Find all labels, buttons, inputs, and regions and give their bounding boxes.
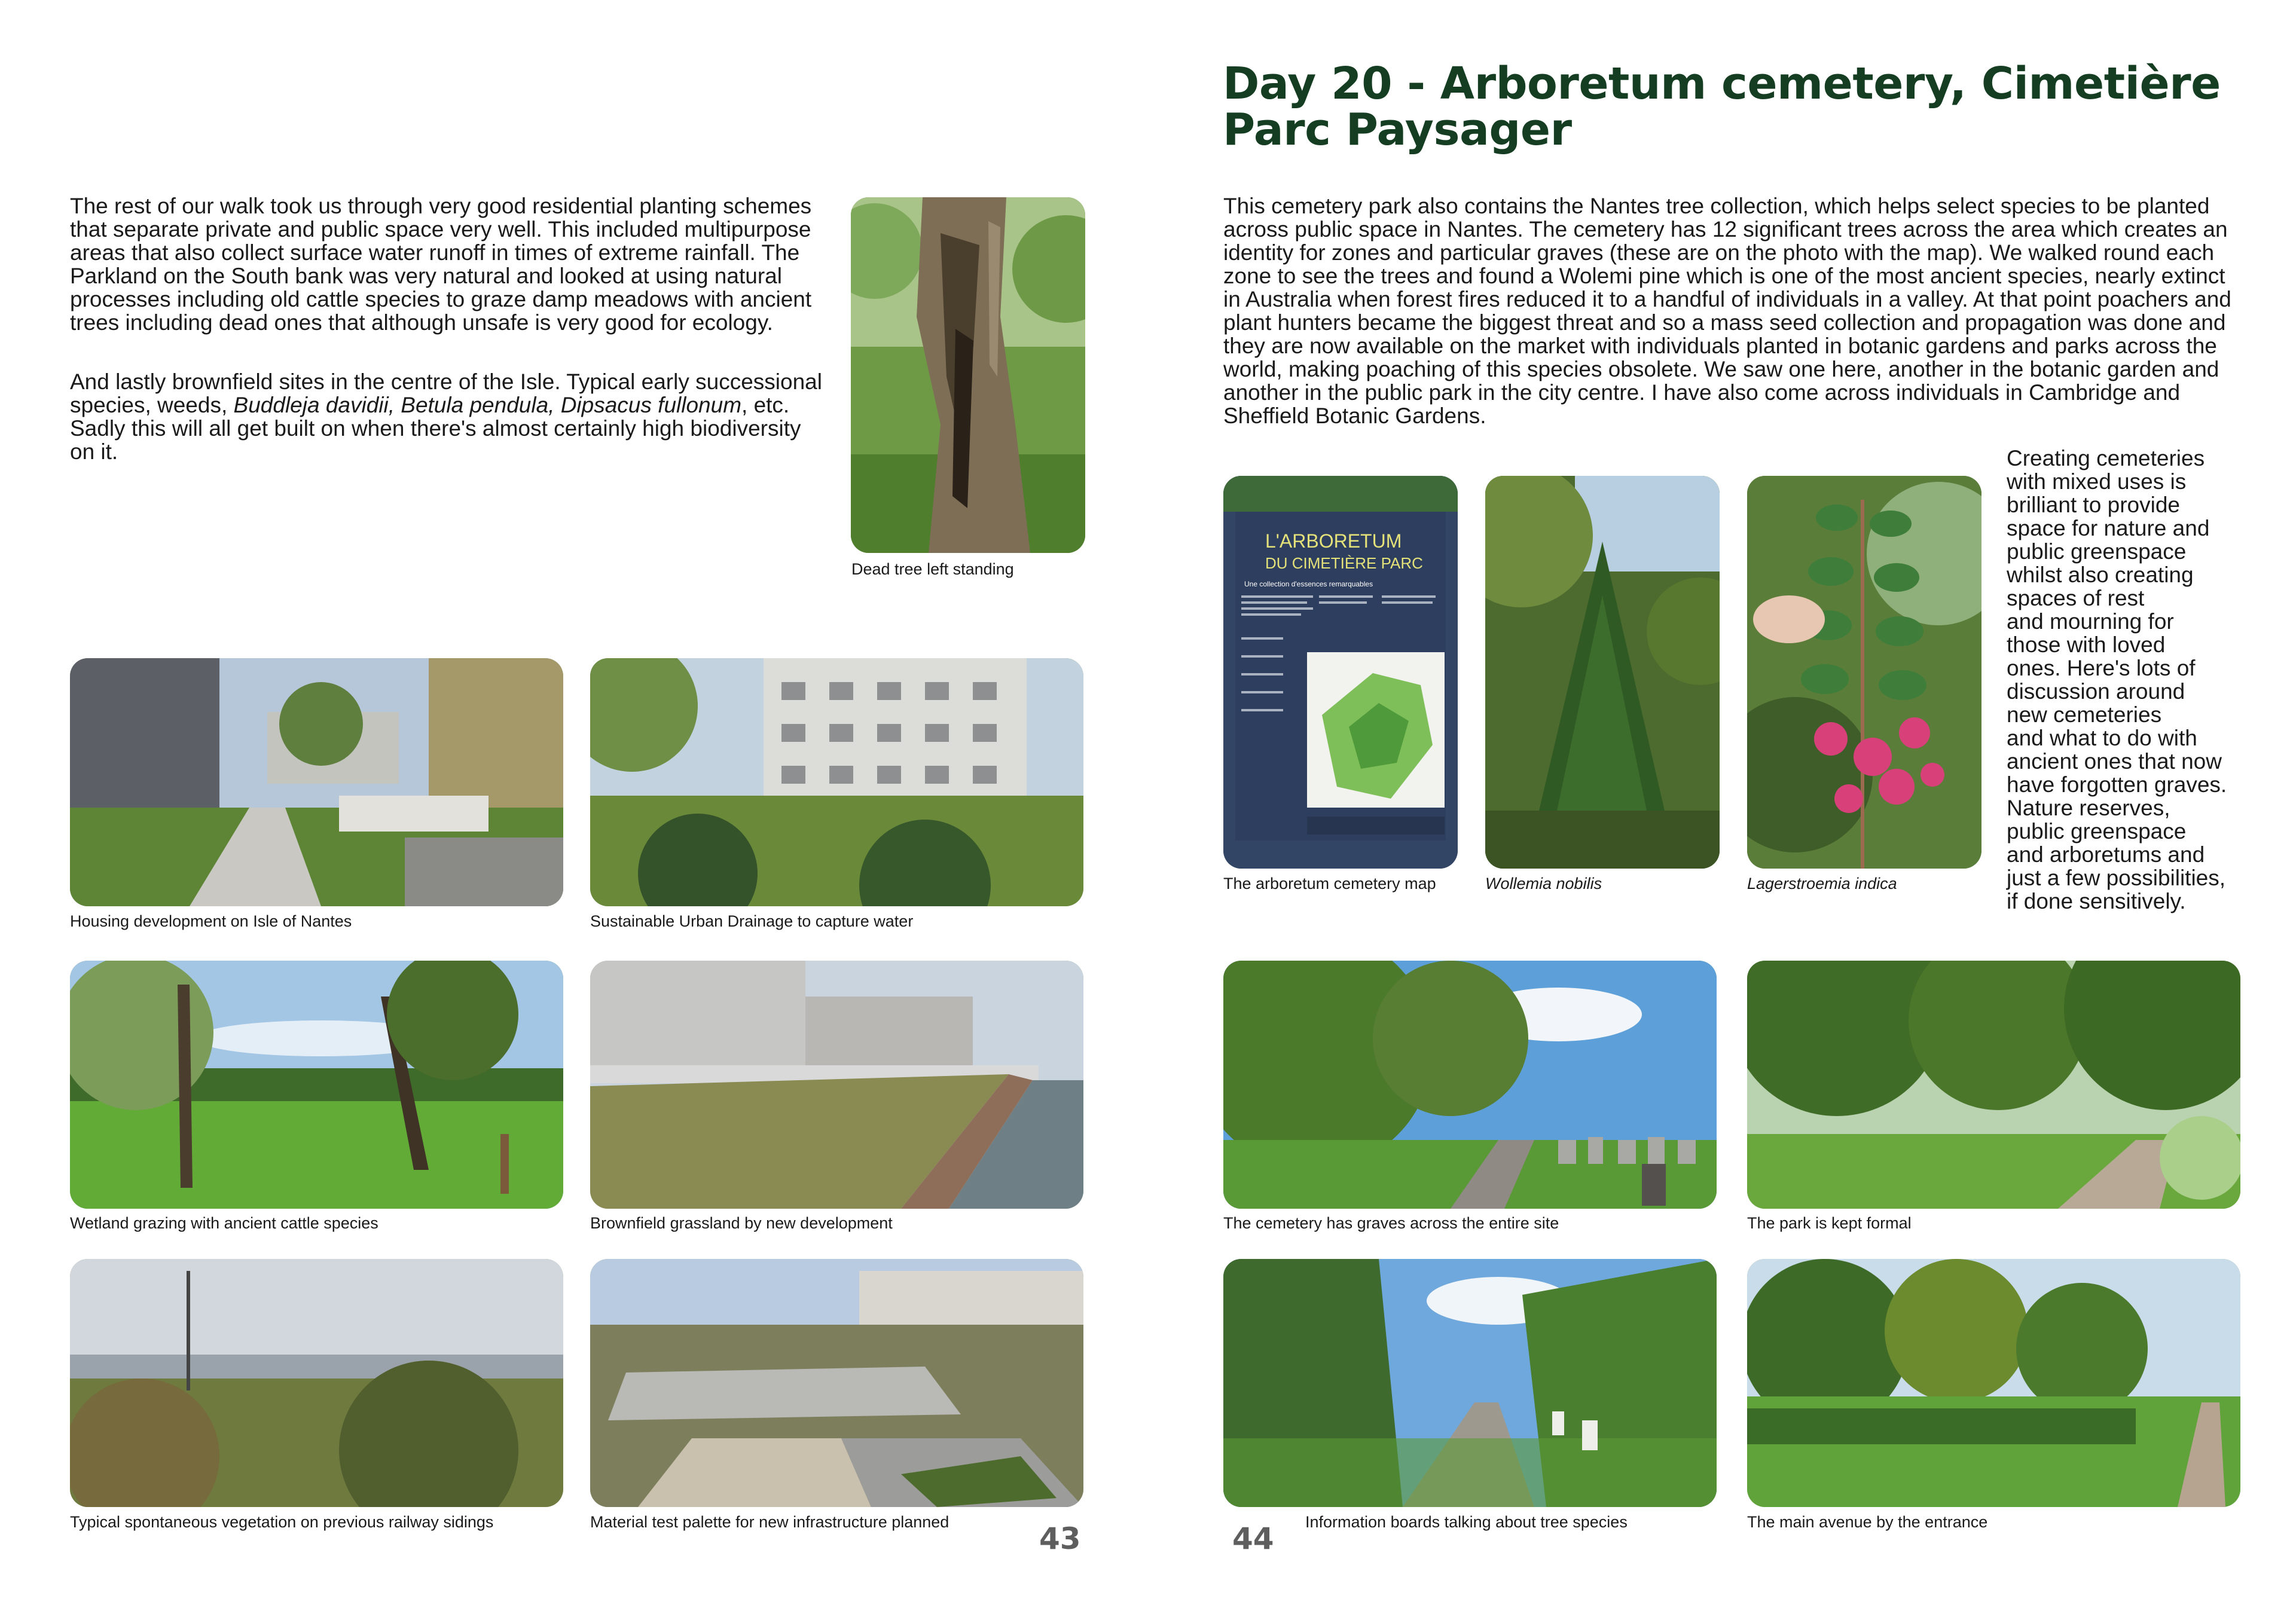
side-text-line: brilliant to provide xyxy=(2007,493,2180,517)
lagerstroemia-caption: Lagerstroemia indica xyxy=(1747,875,1897,893)
material-photo xyxy=(590,1259,1083,1507)
map-caption: The arboretum cemetery map xyxy=(1223,875,1436,893)
side-text-line: public greenspace xyxy=(2007,539,2187,564)
wetland-photo xyxy=(70,961,563,1209)
map-photo xyxy=(1223,476,1458,869)
side-text-line: spaces of rest xyxy=(2007,586,2145,610)
side-text-line: Nature reserves, xyxy=(2007,796,2170,820)
side-text-line: if done sensitively. xyxy=(2007,889,2186,913)
side-text-line: discussion around xyxy=(2007,679,2185,704)
side-text-line: new cemeteries xyxy=(2007,702,2162,727)
housing-caption: Housing development on Isle of Nantes xyxy=(70,912,352,930)
brownfield-photo xyxy=(590,961,1083,1209)
brownfield-paragraph-start: And lastly brownfield sites in the centre of the Isle. Typical early successional species, weeds, xyxy=(70,369,822,417)
formal-photo xyxy=(1747,961,2240,1209)
railway-photo xyxy=(70,1259,563,1507)
graves-caption: The cemetery has graves across the entire site xyxy=(1223,1214,1559,1232)
brownfield-caption: Brownfield grassland by new development xyxy=(590,1214,893,1232)
brownfield-paragraph xyxy=(70,370,829,463)
sign-subtitle: Une collection d'essences remarquables xyxy=(1244,580,1373,588)
side-text-line: just a few possibilities, xyxy=(2007,866,2226,890)
species-list: Buddleja davidii, Betula pendula, Dipsacus fullonum xyxy=(233,393,742,417)
drainage-photo xyxy=(590,658,1083,906)
lagerstroemia-photo xyxy=(1747,476,1981,869)
dead-tree-caption: Dead tree left standing xyxy=(851,560,1014,578)
page-title-line-1: Day 20 - Arboretum cemetery, Cimetière xyxy=(1223,58,2221,109)
side-text xyxy=(2007,447,2227,913)
side-text-line: and mourning for xyxy=(2007,609,2174,634)
side-text-line: whilst also creating xyxy=(2007,563,2194,587)
wetland-caption: Wetland grazing with ancient cattle species xyxy=(70,1214,378,1232)
cemetery-paragraph: This cemetery park also contains the Nantes tree collection, which helps select species to be planted across public space in Nantes. The cemetery has 12 significant trees across the area which creates an identity for zones and particular graves (these are on the photo with the map). We walked round each zone to see the trees and found a Wolemi pine which is one of the most ancient species, nearly extinct in Australia when forest fires reduced it to a handful of individuals in a valley. At that point poachers and plant hunters became the biggest threat and so a mass seed collection and propagation was done and they are now available on the market with individuals planted in botanic gardens and parks across the world, making poaching of this species obsolete. We saw one here, another in the botanic garden and another in the public park in the city centre. I have also come across individuals in Cambridge and Sheffield Botanic Gardens. xyxy=(1223,194,2231,428)
side-text-line: Creating cemeteries xyxy=(2007,446,2205,470)
boards-photo xyxy=(1223,1259,1717,1507)
graves-photo xyxy=(1223,961,1717,1209)
material-caption: Material test palette for new infrastructure planned xyxy=(590,1513,949,1531)
side-text-line: and arboretums and xyxy=(2007,842,2205,867)
page-number-right: 44 xyxy=(1232,1521,1274,1556)
boards-caption: Information boards talking about tree species xyxy=(1305,1513,1628,1531)
wollemia-photo xyxy=(1485,476,1720,869)
brownfield-paragraph-end: , etc. Sadly this will all get built on when there's almost certainly high biodiversity on it. xyxy=(70,393,801,464)
sign-title-line-2: DU CIMETIÈRE PARC xyxy=(1265,554,1423,572)
side-text-line: public greenspace xyxy=(2007,819,2187,843)
side-text-line: space for nature and xyxy=(2007,516,2210,540)
dead-tree-photo xyxy=(851,197,1085,553)
avenue-caption: The main avenue by the entrance xyxy=(1747,1513,1988,1531)
housing-photo xyxy=(70,658,563,906)
side-text-line: and what to do with xyxy=(2007,726,2197,750)
wollemia-caption: Wollemia nobilis xyxy=(1485,875,1602,893)
page-title xyxy=(1223,58,2287,155)
side-text-line: ancient ones that now xyxy=(2007,749,2222,774)
railway-caption: Typical spontaneous vegetation on previous railway sidings xyxy=(70,1513,494,1531)
side-text-line: with mixed uses is xyxy=(2007,469,2187,494)
side-text-line: ones. Here's lots of xyxy=(2007,656,2196,680)
page-number-left: 43 xyxy=(1039,1521,1081,1556)
side-text-line: those with loved xyxy=(2007,632,2166,657)
formal-caption: The park is kept formal xyxy=(1747,1214,1912,1232)
avenue-photo xyxy=(1747,1259,2240,1507)
intro-paragraph: The rest of our walk took us through very good residential planting schemes that separate private and public space very well. This included multipurpose areas that also collect surface water runoff in times of extreme rainfall. The Parkland on the South bank was very natural and looked at using natural processes including old cattle species to graze damp meadows with ancient trees including dead ones that although unsafe is very good for ecology. xyxy=(70,194,812,335)
sign-title-line-1: L'ARBORETUM xyxy=(1265,530,1402,552)
page-title-line-2: Parc Paysager xyxy=(1223,104,1572,155)
drainage-caption: Sustainable Urban Drainage to capture water xyxy=(590,912,914,930)
side-text-line: have forgotten graves. xyxy=(2007,772,2227,797)
